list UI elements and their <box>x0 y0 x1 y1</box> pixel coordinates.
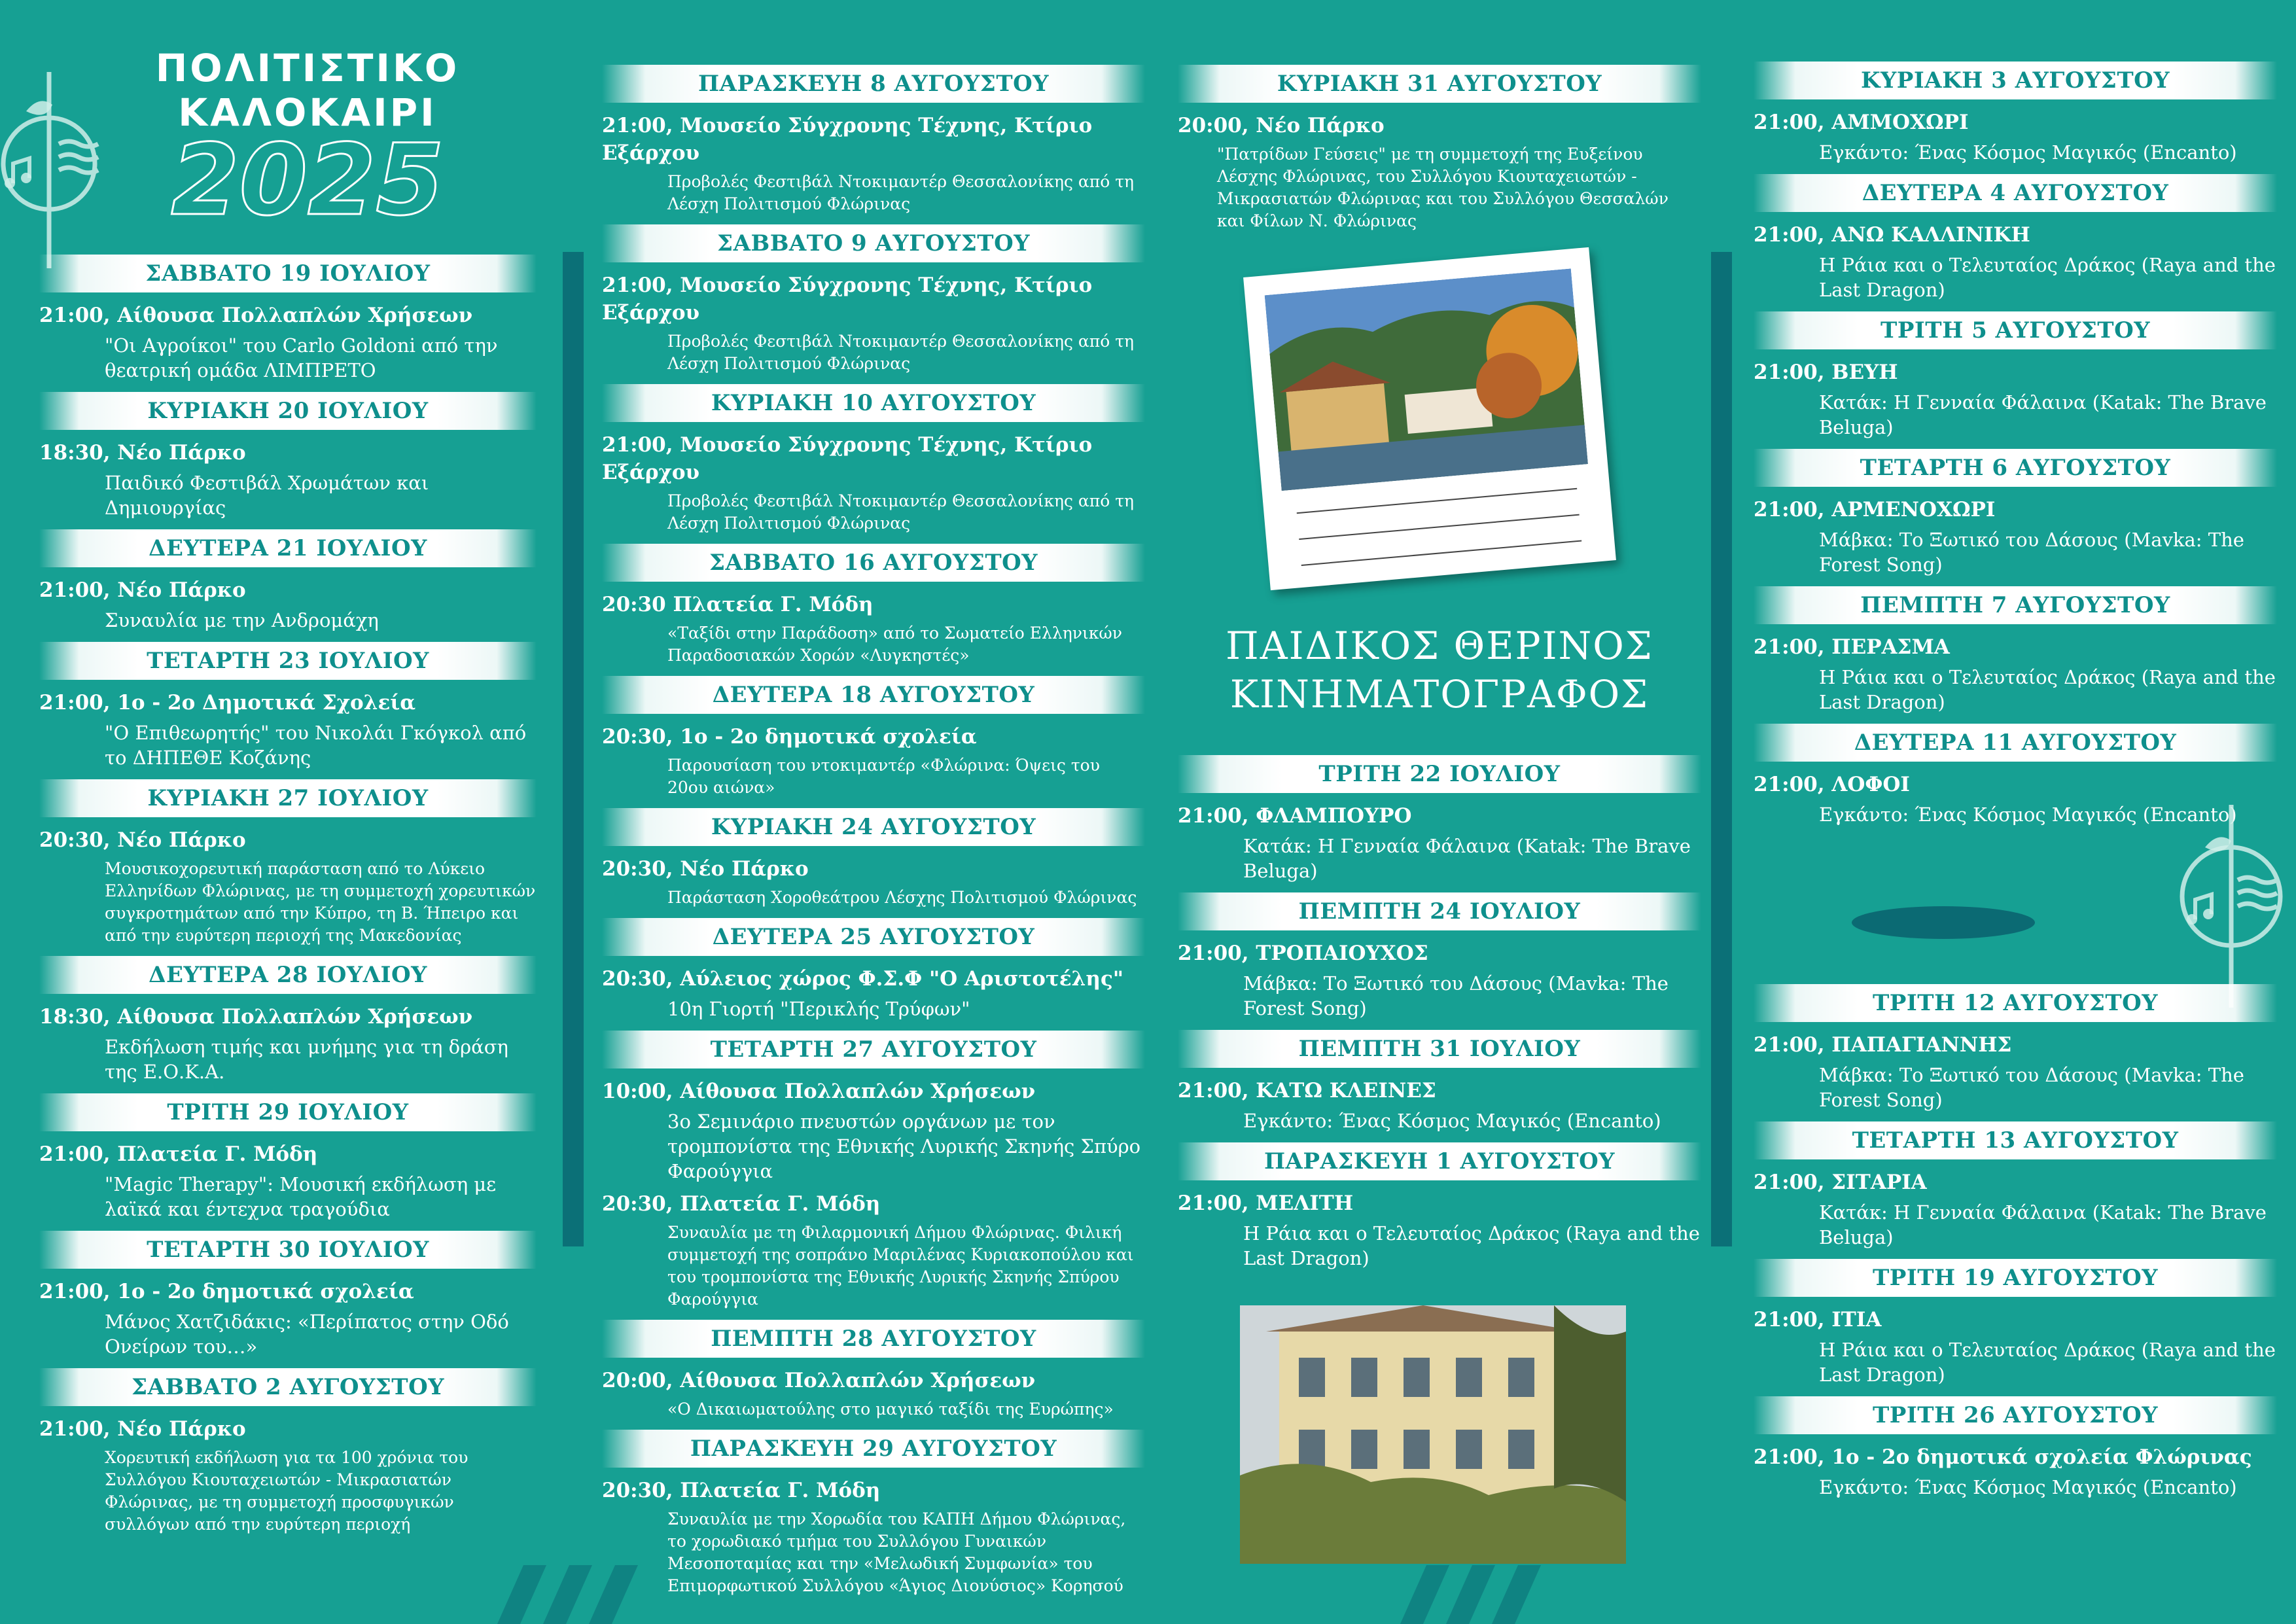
event <box>1178 1190 1701 1271</box>
event-time-place: 21:00, Αίθουσα Πολλαπλών Χρήσεων <box>39 304 473 327</box>
event-description: "Ο Επιθεωρητής" του Νικολάι Γκόγκολ από το ΔΗΠΕΘΕ Κοζάνης <box>105 722 527 769</box>
day-banner: ΚΥΡΙΑΚΗ 10 ΑΥΓΟΥΣΤΟΥ <box>602 384 1145 422</box>
day-banner: ΣΑΒΒΑΤΟ 2 ΑΥΓΟΥΣΤΟΥ <box>39 1368 537 1406</box>
event-time-place: 21:00, Νέο Πάρκο <box>39 1417 246 1441</box>
event-time-place: 20:30, Πλατεία Γ. Μόδη <box>602 1192 881 1216</box>
event-description: Εγκάντο: Ένας Κόσμος Μαγικός (Encanto) <box>1819 1476 2237 1498</box>
event-description: Μουσικοχορευτική παράσταση από το Λύκειο Ελληνίδων Φλώρινας, με τη συμμετοχή χορευτικών συγκροτημάτων από την Κύπρο, τη Β. Ήπειρο και από την ευρύτερη περιοχή της Μακεδονίας <box>105 859 536 945</box>
event-time-place: 20:30, Αύλειος χώρος Φ.Σ.Φ "Ο Αριστοτέλης" <box>602 967 1123 991</box>
day-banner: ΤΕΤΑΡΤΗ 13 ΑΥΓΟΥΣΤΟΥ <box>1754 1121 2277 1159</box>
event <box>39 576 537 633</box>
event-time-place: 10:00, Αίθουσα Πολλαπλών Χρήσεων <box>602 1080 1036 1103</box>
event <box>1754 359 2277 440</box>
event-time-place: 21:00, ΚΑΤΩ ΚΛΕΙΝΕΣ <box>1178 1079 1436 1103</box>
column-divider-left <box>563 252 584 1246</box>
event <box>1754 496 2277 577</box>
polaroid-line <box>1297 488 1578 514</box>
event-time-place: 21:00, ΠΑΠΑΓΙΑΝΝΗΣ <box>1754 1033 2012 1057</box>
day-banner: ΠΕΜΠΤΗ 7 ΑΥΓΟΥΣΤΟΥ <box>1754 586 2277 624</box>
event-time-place: 21:00, ΙΤΙΑ <box>1754 1308 1882 1332</box>
event-description: Προβολές Φεστιβάλ Ντοκιμαντέρ Θεσσαλονίκης από τη Λέσχη Πολιτισμού Φλώρινας <box>667 332 1135 373</box>
day-banner: ΣΑΒΒΑΤΟ 16 ΑΥΓΟΥΣΤΟΥ <box>602 544 1145 582</box>
event-time-place: 18:30, Αίθουσα Πολλαπλών Χρήσεων <box>39 1005 473 1029</box>
event-description: "Οι Αγροίκοι" του Carlo Goldoni από την θεατρική ομάδα ΛΙΜΠΡΕΤΟ <box>105 334 498 381</box>
event-description: «Ο Δικαιωματούλης στο μαγικό ταξίδι της Ευρώπης» <box>667 1400 1114 1419</box>
event <box>1178 1077 1701 1133</box>
column-3-top <box>1178 56 1701 239</box>
event-description: Μάβκα: Το Ξωτικό του Δάσους (Mavka: The Forest Song) <box>1819 529 2244 576</box>
column-2 <box>602 56 1145 1604</box>
event-description: Μάβκα: Το Ξωτικό του Δάσους (Mavka: The Forest Song) <box>1819 1064 2244 1111</box>
event <box>602 591 1145 667</box>
event-description: Παιδικό Φεστιβάλ Χρωμάτων και Δημιουργίας <box>105 472 429 519</box>
event <box>39 302 537 383</box>
day-banner: ΔΕΥΤΕΡΑ 25 ΑΥΓΟΥΣΤΟΥ <box>602 918 1145 956</box>
day-banner: ΤΕΤΑΡΤΗ 23 ΙΟΥΛΙΟΥ <box>39 642 537 680</box>
event <box>602 1190 1145 1311</box>
event-description: Κατάκ: Η Γενναία Φάλαινα (Katak: The Brave Beluga) <box>1243 835 1691 882</box>
event-description: Συναυλία με την Χορωδία του ΚΑΠΗ Δήμου Φλώρινας, το χορωδιακό τμήμα του Συλλόγου Γυναικών Μεσοποταμίας και την «Μελωδική Συμφωνία» του Επιμορφωτικού Συλλόγου «Άγιος Διονύσιος» Κορησού <box>667 1509 1126 1595</box>
day-banner: ΠΑΡΑΣΚΕΥΗ 8 ΑΥΓΟΥΣΤΟΥ <box>602 65 1145 103</box>
day-banner: ΣΑΒΒΑΤΟ 9 ΑΥΓΟΥΣΤΟΥ <box>602 224 1145 262</box>
event <box>39 1278 537 1359</box>
day-banner: ΚΥΡΙΑΚΗ 24 ΑΥΓΟΥΣΤΟΥ <box>602 808 1145 846</box>
event-description: Προβολές Φεστιβάλ Ντοκιμαντέρ Θεσσαλονίκης από τη Λέσχη Πολιτισμού Φλώρινας <box>667 172 1135 213</box>
event <box>602 112 1145 215</box>
event-description: Μάβκα: Το Ξωτικό του Δάσους (Mavka: The Forest Song) <box>1243 972 1669 1019</box>
event <box>1754 221 2277 302</box>
event-description: Κατάκ: Η Γενναία Φάλαινα (Katak: The Brave Beluga) <box>1819 391 2267 438</box>
event-description: Χορευτική εκδήλωση για τα 100 χρόνια του Συλλόγου Κιουταχειωτών - Μικρασιατών Φλώρινας, με τη συμμετοχή προσφυγικών συλλόγων από την ευρύτερη περιοχή <box>105 1448 468 1534</box>
event <box>602 855 1145 909</box>
event-time-place: 21:00, Πλατεία Γ. Μόδη <box>39 1142 318 1166</box>
day-banner: ΤΡΙΤΗ 26 ΑΥΓΟΥΣΤΟΥ <box>1754 1396 2277 1434</box>
event-time-place: 21:00, ΛΟΦΟΙ <box>1754 773 1910 796</box>
event-description: Μάνος Χατζιδάκις: «Περίπατος στην Οδό Ονείρων του…» <box>105 1311 509 1358</box>
event-time-place: 21:00, ΑΝΩ ΚΑΛΛΙΝΙΚΗ <box>1754 223 2030 247</box>
event <box>602 1367 1145 1421</box>
column-3-cinema <box>1178 746 1701 1277</box>
day-banner: ΤΡΙΤΗ 22 ΙΟΥΛΙΟΥ <box>1178 755 1701 793</box>
day-banner: ΠΕΜΠΤΗ 31 ΙΟΥΛΙΟΥ <box>1178 1030 1701 1068</box>
title-block <box>79 46 537 238</box>
day-banner: ΠΑΡΑΣΚΕΥΗ 1 ΑΥΓΟΥΣΤΟΥ <box>1178 1142 1701 1180</box>
event-description: "Magic Therapy": Μουσική εκδήλωση με λαϊκά και έντεχνα τραγούδια <box>105 1173 497 1220</box>
column-divider-right <box>1711 252 1732 1246</box>
event <box>39 1415 537 1536</box>
decorative-stripes <box>497 1565 1806 1624</box>
building-photo <box>1240 1305 1626 1564</box>
column-4-bottom <box>1754 975 2277 1506</box>
event-time-place: 21:00, Μουσείο Σύγχρονης Τέχνης, Κτίριο Εξάρχου <box>602 274 1093 325</box>
title-line-1: ΠΟΛΙΤΙΣΤΙΚΟ <box>155 46 460 90</box>
polaroid-photo <box>1243 247 1616 590</box>
event-description: Συναυλία με τη Φιλαρμονική Δήμου Φλώρινας. Φιλική συμμετοχή της σοπράνο Μαριλένας Κυριακοπούλου και του τρομπονίστα της Εθνικής Λυρικής Σκηνής Σπύρου Φαρούγγια <box>667 1223 1134 1309</box>
column-1 <box>39 245 537 1542</box>
event <box>1754 109 2277 165</box>
column-4-top <box>1754 52 2277 834</box>
cinema-title <box>1178 622 1701 718</box>
event <box>39 689 537 770</box>
day-banner: ΠΕΜΠΤΗ 24 ΙΟΥΛΙΟΥ <box>1178 892 1701 930</box>
day-banner: ΤΡΙΤΗ 5 ΑΥΓΟΥΣΤΟΥ <box>1754 311 2277 349</box>
event-time-place: 21:00, 1ο - 2ο Δημοτικά Σχολεία <box>39 691 416 715</box>
event-description: Εγκάντο: Ένας Κόσμος Μαγικός (Encanto) <box>1243 1110 1661 1132</box>
day-banner: ΔΕΥΤΕΡΑ 18 ΑΥΓΟΥΣΤΟΥ <box>602 676 1145 714</box>
event-time-place: 21:00, Μουσείο Σύγχρονης Τέχνης, Κτίριο Εξάρχου <box>602 433 1093 484</box>
event <box>39 1003 537 1084</box>
event <box>1754 1306 2277 1387</box>
event-time-place: 20:30, 1ο - 2ο δημοτικά σχολεία <box>602 725 977 749</box>
day-banner: ΤΕΤΑΡΤΗ 27 ΑΥΓΟΥΣΤΟΥ <box>602 1031 1145 1068</box>
event <box>1754 633 2277 715</box>
title-year: 2025 <box>171 124 444 238</box>
day-banner: ΠΕΜΠΤΗ 28 ΑΥΓΟΥΣΤΟΥ <box>602 1320 1145 1358</box>
event-description: Παρουσίαση του ντοκιμαντέρ «Φλώρινα: Όψεις του 20ου αιώνα» <box>667 756 1100 797</box>
event-time-place: 21:00, ΜΕΛΙΤΗ <box>1178 1192 1354 1215</box>
event-time-place: 21:00, Νέο Πάρκο <box>39 578 246 602</box>
event <box>602 1078 1145 1184</box>
event-time-place: 21:00, ΤΡΟΠΑΙΟΥΧΟΣ <box>1178 942 1428 965</box>
day-banner: ΔΕΥΤΕΡΑ 28 ΙΟΥΛΙΟΥ <box>39 956 537 994</box>
cinema-title-line-1: ΠΑΙΔΙΚΟΣ ΘΕΡΙΝΟΣ <box>1226 624 1653 668</box>
event-time-place: 18:30, Νέο Πάρκο <box>39 441 246 465</box>
event <box>1754 1031 2277 1112</box>
event-time-place: 20:30, Πλατεία Γ. Μόδη <box>602 1479 881 1502</box>
event-description: 3ο Σεμινάριο πνευστών οργάνων με τον τρομπονίστα της Εθνικής Λυρικής Σκηνής Σπύρο Φαρούγγια <box>667 1110 1141 1182</box>
event-description: Κατάκ: Η Γενναία Φάλαινα (Katak: The Brave Beluga) <box>1819 1201 2267 1248</box>
event-description: Η Ράια και ο Τελευταίος Δράκος (Raya and the Last Dragon) <box>1819 254 2276 301</box>
day-banner: ΚΥΡΙΑΚΗ 3 ΑΥΓΟΥΣΤΟΥ <box>1754 62 2277 99</box>
event-time-place: 20:30, Νέο Πάρκο <box>602 857 809 881</box>
event <box>1754 1443 2277 1500</box>
event-description: Εγκάντο: Ένας Κόσμος Μαγικός (Encanto) <box>1819 141 2237 164</box>
event-time-place: 20:30, Νέο Πάρκο <box>39 828 246 852</box>
event-time-place: 21:00, ΒΕΥΗ <box>1754 361 1898 384</box>
day-banner: ΠΑΡΑΣΚΕΥΗ 29 ΑΥΓΟΥΣΤΟΥ <box>602 1430 1145 1468</box>
event <box>602 723 1145 799</box>
event-description: "Πατρίδων Γεύσεις" με τη συμμετοχή της Ευξείνου Λέσχης Φλώρινας, του Συλλόγου Κιουταχειωτών - Μικρασιατών Φλώρινας και του Συλλόγου Θεσσαλών και Φίλων Ν. Φλώρινας <box>1217 145 1669 230</box>
day-banner: ΔΕΥΤΕΡΑ 11 ΑΥΓΟΥΣΤΟΥ <box>1754 724 2277 762</box>
cinema-title-line-2: ΚΙΝΗΜΑΤΟΓΡΑΦΟΣ <box>1229 672 1650 716</box>
event-time-place: 21:00, Μουσείο Σύγχρονης Τέχνης, Κτίριο Εξάρχου <box>602 114 1093 165</box>
decorative-ellipse <box>1852 906 2035 939</box>
event-time-place: 21:00, ΦΛΑΜΠΟΥΡΟ <box>1178 804 1412 828</box>
event-time-place: 20:00, Νέο Πάρκο <box>1178 114 1385 137</box>
event-description: Εγκάντο: Ένας Κόσμος Μαγικός (Encanto) <box>1819 803 2237 826</box>
event-time-place: 20:00, Αίθουσα Πολλαπλών Χρήσεων <box>602 1369 1036 1392</box>
event <box>39 826 537 947</box>
day-banner: ΚΥΡΙΑΚΗ 27 ΙΟΥΛΙΟΥ <box>39 779 537 817</box>
day-banner: ΤΡΙΤΗ 19 ΑΥΓΟΥΣΤΟΥ <box>1754 1259 2277 1297</box>
town-river-photo <box>1265 268 1588 491</box>
event <box>1178 112 1701 232</box>
event-time-place: 21:00, ΠΕΡΑΣΜΑ <box>1754 635 1950 659</box>
event-time-place: 21:00, 1ο - 2ο δημοτικά σχολεία <box>39 1280 414 1303</box>
event-description: Παράσταση Χοροθεάτρου Λέσχης Πολιτισμού Φλώρινας <box>667 888 1137 907</box>
event-time-place: 21:00, ΑΡΜΕΝΟΧΩΡΙ <box>1754 498 1996 521</box>
event-description: 10η Γιορτή "Περικλής Τρύφων" <box>667 998 970 1020</box>
day-banner: ΔΕΥΤΕΡΑ 4 ΑΥΓΟΥΣΤΟΥ <box>1754 174 2277 212</box>
polaroid-line <box>1301 540 1582 565</box>
event-description: Η Ράια και ο Τελευταίος Δράκος (Raya and the Last Dragon) <box>1819 666 2276 713</box>
event-description: Η Ράια και ο Τελευταίος Δράκος (Raya and the Last Dragon) <box>1819 1339 2276 1386</box>
day-banner: ΤΡΙΤΗ 29 ΙΟΥΛΙΟΥ <box>39 1093 537 1131</box>
polaroid-line <box>1299 514 1580 540</box>
event-time-place: 20:30 Πλατεία Γ. Μόδη <box>602 593 874 616</box>
event-time-place: 21:00, 1ο - 2ο δημοτικά σχολεία Φλώρινας <box>1754 1445 2252 1469</box>
event <box>602 431 1145 535</box>
day-banner: ΚΥΡΙΑΚΗ 31 ΑΥΓΟΥΣΤΟΥ <box>1178 65 1701 103</box>
event-description: Προβολές Φεστιβάλ Ντοκιμαντέρ Θεσσαλονίκης από τη Λέσχη Πολιτισμού Φλώρινας <box>667 491 1135 533</box>
day-banner: ΔΕΥΤΕΡΑ 21 ΙΟΥΛΙΟΥ <box>39 529 537 567</box>
event-description: Εκδήλωση τιμής και μνήμης για τη δράση της Ε.Ο.Κ.Α. <box>105 1036 508 1083</box>
event-time-place: 21:00, ΣΙΤΑΡΙΑ <box>1754 1171 1927 1194</box>
day-banner: ΤΕΤΑΡΤΗ 30 ΙΟΥΛΙΟΥ <box>39 1231 537 1269</box>
event-time-place: 21:00, ΑΜΜΟΧΩΡΙ <box>1754 111 1969 134</box>
day-banner: ΤΕΤΑΡΤΗ 6 ΑΥΓΟΥΣΤΟΥ <box>1754 449 2277 487</box>
event <box>1754 1169 2277 1250</box>
event-description: Η Ράια και ο Τελευταίος Δράκος (Raya and the Last Dragon) <box>1243 1222 1700 1269</box>
event <box>39 439 537 520</box>
event <box>602 272 1145 375</box>
event <box>1178 802 1701 883</box>
event <box>602 965 1145 1021</box>
event <box>1178 940 1701 1021</box>
day-banner: ΚΥΡΙΑΚΗ 20 ΙΟΥΛΙΟΥ <box>39 392 537 430</box>
event-description: «Ταξίδι στην Παράδοση» από το Σωματείο Ελληνικών Παραδοσιακών Χορών «Λυγκηστές» <box>667 624 1122 665</box>
event-description: Συναυλία με την Ανδρομάχη <box>105 609 379 631</box>
day-banner: ΤΡΙΤΗ 12 ΑΥΓΟΥΣΤΟΥ <box>1754 984 2277 1022</box>
event <box>39 1140 537 1222</box>
day-banner: ΣΑΒΒΑΤΟ 19 ΙΟΥΛΙΟΥ <box>39 255 537 292</box>
title-line-2: ΚΑΛΟΚΑΙΡΙ <box>178 90 437 135</box>
